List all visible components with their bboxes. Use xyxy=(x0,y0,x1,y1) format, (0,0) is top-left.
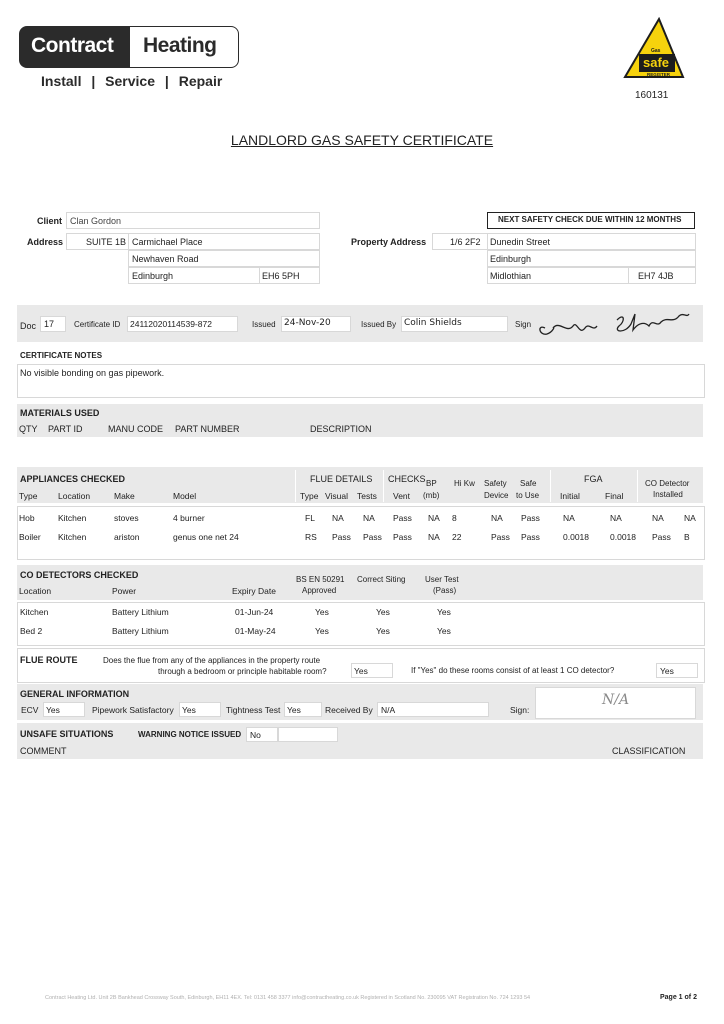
co-col-pass: (Pass) xyxy=(433,586,457,595)
co-cell-expiry: 01-May-24 xyxy=(235,626,276,636)
property-street: Dunedin Street xyxy=(490,237,551,247)
appliances-label: APPLIANCES CHECKED xyxy=(20,474,126,484)
appliance-cell-co-detector: Pass xyxy=(652,532,671,542)
appliance-col-safe: Safe xyxy=(520,479,537,488)
sign-label: Sign xyxy=(515,320,532,329)
appliance-cell-safe-to-use: Pass xyxy=(521,513,540,523)
issued-by-label: Issued By xyxy=(361,320,397,329)
appliance-cell-fga-final: 0.0018 xyxy=(610,532,636,542)
doc-value: 17 xyxy=(44,319,55,329)
appliance-col-model: Model xyxy=(173,491,197,501)
co-cell-approved: Yes xyxy=(315,626,329,636)
received-sign-label: Sign: xyxy=(510,705,530,715)
co-detector-installed-heading: Installed xyxy=(653,490,683,499)
address-label: Address xyxy=(27,237,64,247)
gas-safe-badge xyxy=(623,17,685,81)
warning-notice-extra-field xyxy=(278,727,338,742)
certificate-id-label: Certificate ID xyxy=(74,320,121,329)
appliance-col-initial: Initial xyxy=(560,491,580,501)
appliance-col-visual: Visual xyxy=(325,491,348,501)
flue-details-heading: FLUE DETAILS xyxy=(310,474,373,484)
appliance-cell-make: stoves xyxy=(114,513,139,523)
header-divider xyxy=(383,470,384,502)
flue-route-question-1b: through a bedroom or principle habitable room? xyxy=(158,667,327,676)
appliance-cell-tests: NA xyxy=(363,513,375,523)
tightness-value: Yes xyxy=(287,705,301,715)
co-cell-approved: Yes xyxy=(315,607,329,617)
co-cell-user-test: Yes xyxy=(437,626,451,636)
ecv-value: Yes xyxy=(46,705,60,715)
appliance-cell-safety-device: NA xyxy=(491,513,503,523)
received-signature: N/A xyxy=(602,692,630,708)
appliance-cell-co-detector: NA xyxy=(652,513,664,523)
materials-col-part-id: PART ID xyxy=(48,424,83,434)
appliance-cell-visual: NA xyxy=(332,513,344,523)
co-col-power: Power xyxy=(112,586,137,596)
logo-word-contract: Contract xyxy=(31,34,114,57)
client-unit: SUITE 1B xyxy=(86,237,127,247)
appliance-cell-hikw: 8 xyxy=(452,513,457,523)
unsafe-label: UNSAFE SITUATIONS xyxy=(20,729,114,739)
materials-col-qty: QTY xyxy=(19,424,38,434)
appliance-cell-hikw: 22 xyxy=(452,532,462,542)
appliance-col-vent: Vent xyxy=(393,491,411,501)
client-label: Client xyxy=(37,216,63,226)
property-city: Edinburgh xyxy=(490,254,532,264)
appliance-cell-model: genus one net 24 xyxy=(173,532,239,542)
co-col-user-test: User Test xyxy=(425,575,459,584)
flue-route-label: FLUE ROUTE xyxy=(20,655,78,665)
appliance-col-tests: Tests xyxy=(357,491,377,501)
co-col-approved: Approved xyxy=(302,586,337,595)
badge-safe-text: safe xyxy=(643,55,670,70)
client-city: Edinburgh xyxy=(132,271,174,281)
logo-tagline xyxy=(41,73,222,89)
co-col-siting: Correct Siting xyxy=(357,575,406,584)
appliance-cell-safe-to-use: Pass xyxy=(521,532,540,542)
appliance-cell-fga-final: NA xyxy=(610,513,622,523)
client-name: Clan Gordon xyxy=(70,216,122,226)
appliance-cell-model: 4 burner xyxy=(173,513,205,523)
ecv-label: ECV xyxy=(21,705,39,715)
badge-gas-text: Gas xyxy=(651,48,661,54)
appliance-col-device: Device xyxy=(484,491,509,500)
appliance-col-hikw: Hi Kw xyxy=(454,479,475,488)
appliance-col-bp: BP xyxy=(426,479,437,488)
materials-col-manu-code: MANU CODE xyxy=(108,424,164,434)
tightness-label: Tightness Test xyxy=(226,705,281,715)
appliance-cell-tests: Pass xyxy=(363,532,382,542)
header-divider xyxy=(295,470,296,502)
appliance-cell-co-installed: B xyxy=(684,532,690,542)
property-county: Midlothian xyxy=(490,271,532,281)
certificate-notes-label: CERTIFICATE NOTES xyxy=(20,351,103,360)
certificate-number: 160131 xyxy=(635,90,669,101)
appliance-cell-visual: Pass xyxy=(332,532,351,542)
co-cell-siting: Yes xyxy=(376,626,390,636)
header-divider xyxy=(550,470,551,502)
tagline-install: Install xyxy=(41,73,82,89)
doc-label: Doc xyxy=(20,321,37,331)
property-flat: 1/6 2F2 xyxy=(450,237,481,247)
pipework-label: Pipework Satisfactory xyxy=(92,705,174,715)
received-by-value: N/A xyxy=(381,705,396,715)
issued-date: 24-Nov-20 xyxy=(284,318,331,328)
co-cell-power: Battery Lithium xyxy=(112,607,169,617)
appliance-col-final: Final xyxy=(605,491,624,501)
tagline-divider: | xyxy=(164,73,169,89)
footer-address: Contract Heating Ltd. Unit 2B Bankhead Crossway South, Edinburgh, EH11 4EX. Tel: 0131 458 3377 info@contractheating.co.uk Registered in Scotland No. 230095 VAT Registration No. 724 1293 54 xyxy=(45,995,531,1001)
engineer-signature xyxy=(533,306,693,342)
appliance-cell-make: ariston xyxy=(114,532,140,542)
next-check-text: NEXT SAFETY CHECK DUE WITHIN 12 MONTHS xyxy=(498,215,682,224)
unsafe-section xyxy=(17,723,703,759)
checks-heading: CHECKS xyxy=(388,474,426,484)
tagline-service: Service xyxy=(105,73,155,89)
flue-route-question-1a: Does the flue from any of the appliances in the property route xyxy=(103,656,321,665)
co-cell-location: Bed 2 xyxy=(20,626,43,636)
materials-col-part-number: PART NUMBER xyxy=(175,424,240,434)
co-col-bs: BS EN 50291 xyxy=(296,575,345,584)
appliance-cell-type: Hob xyxy=(19,513,35,523)
classification-label: CLASSIFICATION xyxy=(612,746,686,756)
appliance-col-make: Make xyxy=(114,491,135,501)
client-postcode: EH6 5PH xyxy=(262,271,300,281)
issued-by: Colin Shields xyxy=(404,318,462,328)
co-cell-location: Kitchen xyxy=(20,607,49,617)
badge-register-text: REGISTER xyxy=(647,72,671,77)
company-logo xyxy=(19,26,239,70)
appliance-cell-flue-type: RS xyxy=(305,532,317,542)
materials-label: MATERIALS USED xyxy=(20,408,100,418)
co-cell-user-test: Yes xyxy=(437,607,451,617)
client-street: Carmichael Place xyxy=(132,237,203,247)
header-divider xyxy=(637,470,638,502)
co-col-expiry: Expiry Date xyxy=(232,586,276,596)
certificate-notes-text: No visible bonding on gas pipework. xyxy=(20,368,165,378)
appliance-cell-vent: Pass xyxy=(393,513,412,523)
warning-notice-value: No xyxy=(250,730,261,740)
co-cell-power: Battery Lithium xyxy=(112,626,169,636)
logo-word-heating: Heating xyxy=(143,34,217,57)
flue-route-answer-2: Yes xyxy=(660,666,674,676)
flue-route-answer-1: Yes xyxy=(354,666,368,676)
received-by-label: Received By xyxy=(325,705,373,715)
warning-notice-label: WARNING NOTICE ISSUED xyxy=(138,730,242,739)
page-number: Page 1 of 2 xyxy=(660,994,697,1001)
client-line2: Newhaven Road xyxy=(132,254,199,264)
tagline-divider: | xyxy=(91,73,96,89)
flue-route-question-2: If "Yes" do these rooms consist of at least 1 CO detector? xyxy=(411,666,615,675)
materials-col-description: DESCRIPTION xyxy=(310,424,372,434)
appliance-col-mb: (mb) xyxy=(423,491,440,500)
appliance-cell-flue-type: FL xyxy=(305,513,315,523)
co-cell-siting: Yes xyxy=(376,607,390,617)
page-title: LANDLORD GAS SAFETY CERTIFICATE xyxy=(230,132,494,148)
appliance-cell-co-installed: NA xyxy=(684,513,696,523)
appliance-cell-fga-initial: NA xyxy=(563,513,575,523)
appliance-cell-type: Boiler xyxy=(19,532,41,542)
certificate-id: 24112020114539-872 xyxy=(130,319,212,329)
co-cell-expiry: 01-Jun-24 xyxy=(235,607,274,617)
appliance-cell-bp: NA xyxy=(428,532,440,542)
co-detectors-label: CO DETECTORS CHECKED xyxy=(20,570,139,580)
appliance-cell-bp: NA xyxy=(428,513,440,523)
appliance-cell-fga-initial: 0.0018 xyxy=(563,532,589,542)
appliance-col-type: Type xyxy=(19,491,38,501)
appliance-cell-location: Kitchen xyxy=(58,532,87,542)
appliance-col-flue-type: Type xyxy=(300,491,319,501)
appliance-col-to-use: to Use xyxy=(516,491,540,500)
comment-label: COMMENT xyxy=(20,746,67,756)
property-address-label: Property Address xyxy=(351,237,427,247)
co-col-location: Location xyxy=(19,586,52,596)
pipework-value: Yes xyxy=(182,705,196,715)
issued-label: Issued xyxy=(252,320,276,329)
appliance-col-safety: Safety xyxy=(484,479,507,488)
tagline-repair: Repair xyxy=(178,73,223,89)
appliance-cell-safety-device: Pass xyxy=(491,532,510,542)
property-postcode: EH7 4JB xyxy=(638,271,674,281)
fga-heading: FGA xyxy=(584,474,603,484)
co-detector-heading: CO Detector xyxy=(645,479,690,488)
appliance-col-location: Location xyxy=(58,491,91,501)
general-info-label: GENERAL INFORMATION xyxy=(20,689,130,699)
appliance-cell-vent: Pass xyxy=(393,532,412,542)
appliance-cell-location: Kitchen xyxy=(58,513,87,523)
